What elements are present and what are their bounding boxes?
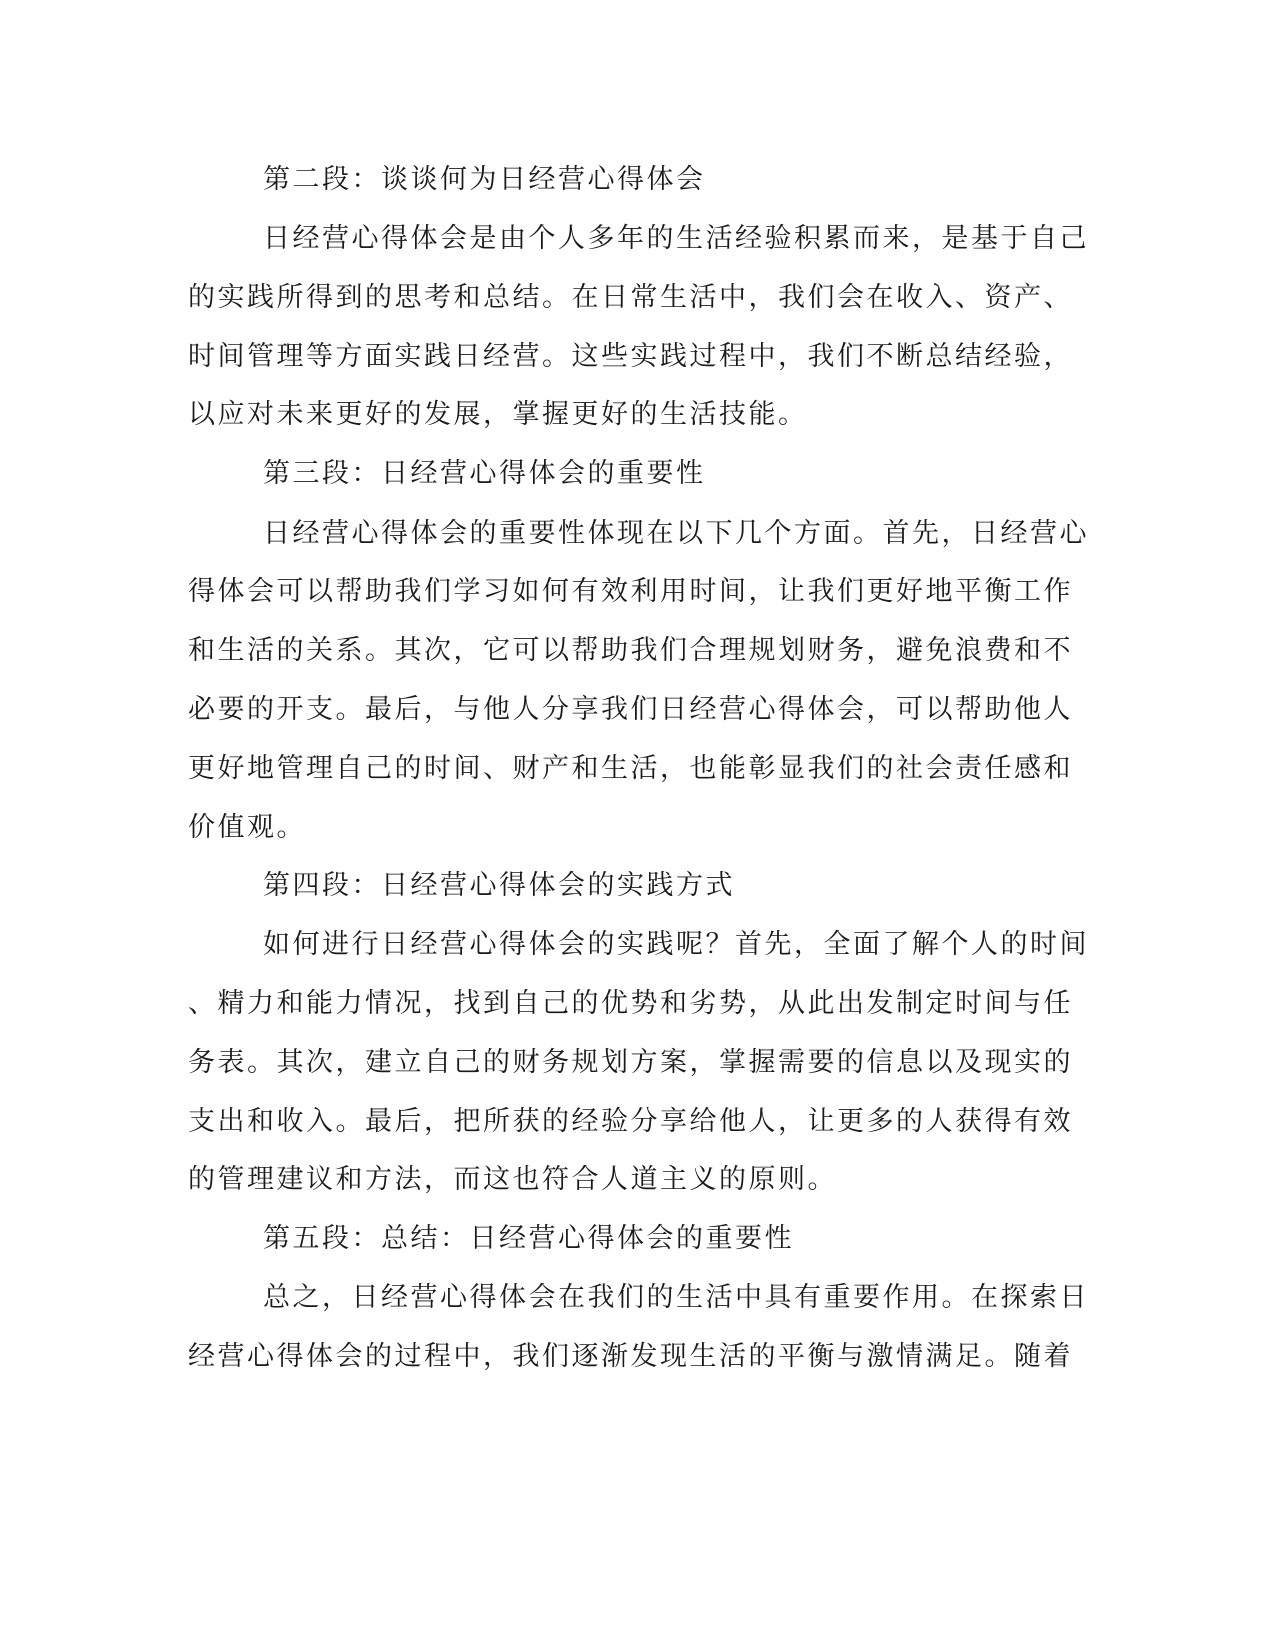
paragraph-line: 价值观。 (188, 812, 306, 843)
paragraph-line: 的实践所得到的思考和总结。在日常生活中，我们会在收入、资产、 (188, 282, 1073, 313)
paragraph-line: 和生活的关系。其次，它可以帮助我们合理规划财务，避免浪费和不 (188, 635, 1073, 666)
section-heading-5: 第五段：总结：日经营心得体会的重要性 (263, 1223, 794, 1254)
paragraph-line: 更好地管理自己的时间、财产和生活，也能彰显我们的社会责任感和 (188, 753, 1073, 784)
paragraph-line: 时间管理等方面实践日经营。这些实践过程中，我们不断总结经验， (188, 341, 1073, 372)
paragraph-line: 得体会可以帮助我们学习如何有效利用时间，让我们更好地平衡工作 (188, 576, 1073, 607)
paragraph-line: 以应对未来更好的发展，掌握更好的生活技能。 (188, 399, 808, 430)
paragraph-line: 经营心得体会的过程中，我们逐渐发现生活的平衡与激情满足。随着 (188, 1341, 1073, 1372)
paragraph-line: 日经营心得体会是由个人多年的生活经验积累而来，是基于自己 (263, 223, 1089, 254)
paragraph-line: 支出和收入。最后，把所获的经验分享给他人，让更多的人获得有效 (188, 1106, 1073, 1137)
paragraph-line: 总之，日经营心得体会在我们的生活中具有重要作用。在探索日 (263, 1282, 1089, 1313)
paragraph-line: 日经营心得体会的重要性体现在以下几个方面。首先，日经营心 (263, 518, 1089, 549)
section-heading-2: 第二段：谈谈何为日经营心得体会 (263, 164, 706, 195)
paragraph-line: 务表。其次，建立自己的财务规划方案，掌握需要的信息以及现实的 (188, 1047, 1073, 1078)
paragraph-line: 、精力和能力情况，找到自己的优势和劣势，从此出发制定时间与任 (188, 988, 1073, 1019)
section-heading-4: 第四段：日经营心得体会的实践方式 (263, 870, 735, 901)
paragraph-line: 的管理建议和方法，而这也符合人道主义的原则。 (188, 1164, 837, 1195)
paragraph-line: 必要的开支。最后，与他人分享我们日经营心得体会，可以帮助他人 (188, 694, 1073, 725)
section-heading-3: 第三段：日经营心得体会的重要性 (263, 458, 706, 489)
paragraph-line: 如何进行日经营心得体会的实践呢？首先，全面了解个人的时间 (263, 929, 1089, 960)
